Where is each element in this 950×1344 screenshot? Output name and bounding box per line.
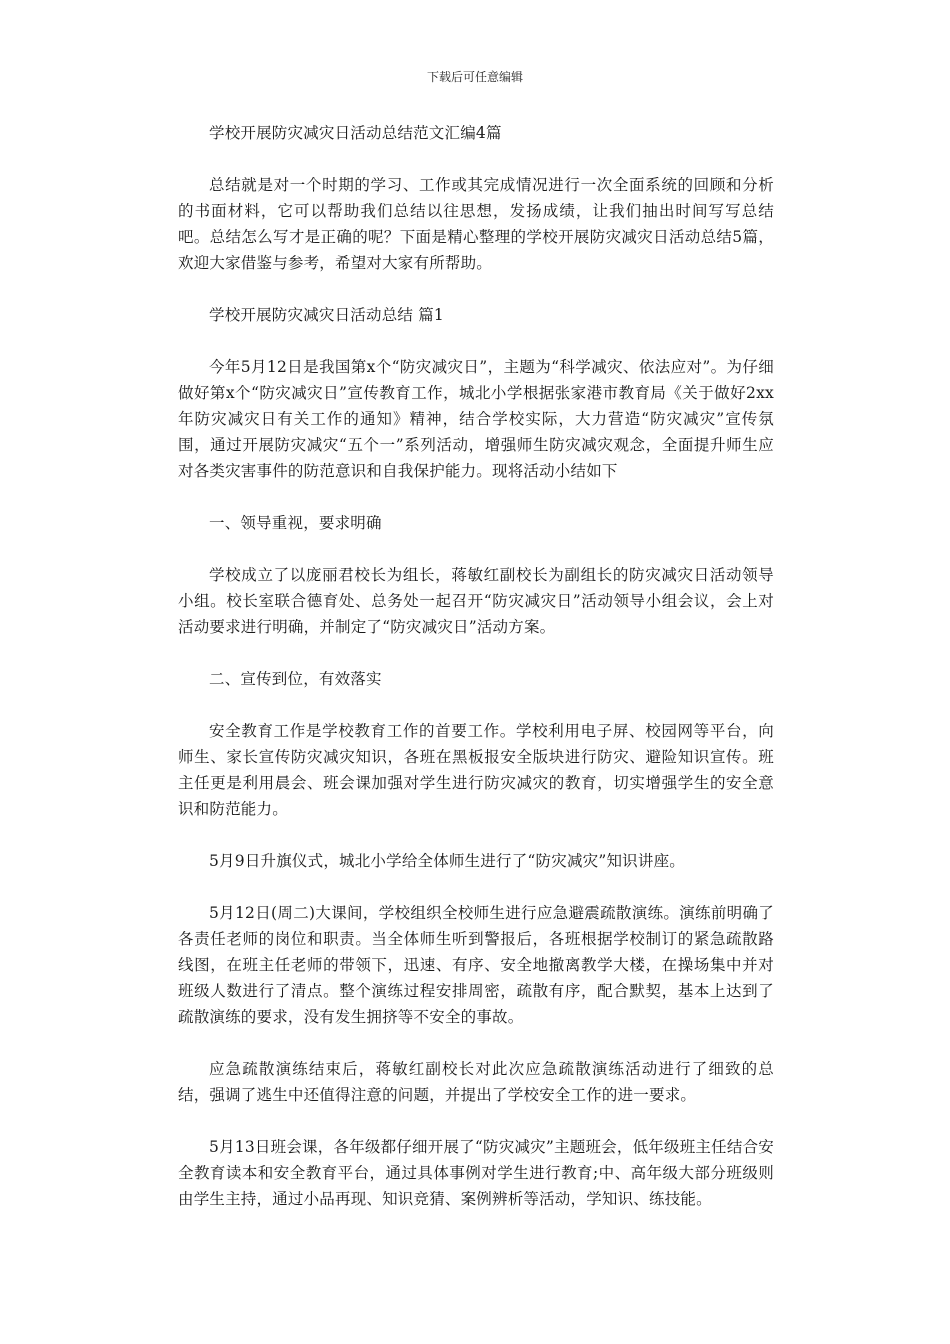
heading-2: 二、宣传到位，有效落实 — [209, 670, 382, 688]
header-note: 下载后可任意编辑 — [426, 70, 523, 84]
document-body — [178, 120, 774, 1212]
section-title: 学校开展防灾减灾日活动总结 篇1 — [209, 306, 444, 324]
intro-paragraph: 总结就是对一个时期的学习、工作或其完成情况进行一次全面系统的回顾和分析的书面材料，它可以帮助我们总结以往思想，发扬成绩，让我们抽出时间写写总结吧。总结怎么写才是正确的呢？下面是精心整理的学校开展防灾减灾日活动总结5篇，欢迎大家借鉴与参考，希望对大家有所帮助。 — [178, 176, 774, 272]
paragraph-7: 5月13日班会课，各年级都仔细开展了“防灾减灾”主题班会，低年级班主任结合安全教育读本和安全教育平台，通过具体事例对学生进行教育;中、高年级大部分班级则由学生主持，通过小品再现、知识竞猜、案例辨析等活动，学知识、练技能。 — [178, 1138, 774, 1208]
paragraph-1: 今年5月12日是我国第x个“防灾减灾日”，主题为“科学减灾、依法应对”。为仔细做好第x个“防灾减灾日”宣传教育工作，城北小学根据张家港市教育局《关于做好2xx年防灾减灾日有关工作的通知》精神，结合学校实际，大力营造“防灾减灾”宣传氛围，通过开展防灾减灾“五个一”系列活动，增强师生防灾减灾观念，全面提升师生应对各类灾害事件的防范意识和自我保护能力。现将活动小结如下 — [178, 358, 774, 480]
paragraph-2: 学校成立了以庞丽君校长为组长，蒋敏红副校长为副组长的防灾减灾日活动领导小组。校长室联合德育处、总务处一起召开“防灾减灾日”活动领导小组会议，会上对活动要求进行明确，并制定了“防灾减灾日”活动方案。 — [178, 566, 774, 636]
paragraph-6: 应急疏散演练结束后，蒋敏红副校长对此次应急疏散演练活动进行了细致的总结，强调了逃生中还值得注意的问题，并提出了学校安全工作的进一要求。 — [178, 1060, 774, 1104]
paragraph-4: 5月9日升旗仪式，城北小学给全体师生进行了“防灾减灾”知识讲座。 — [209, 852, 685, 870]
heading-1: 一、领导重视，要求明确 — [209, 514, 382, 532]
paragraph-3: 安全教育工作是学校教育工作的首要工作。学校利用电子屏、校园网等平台，向师生、家长宣传防灾减灾知识，各班在黑板报安全版块进行防灾、避险知识宣传。班主任更是利用晨会、班会课加强对学生进行防灾减灾的教育，切实增强学生的安全意识和防范能力。 — [178, 722, 774, 818]
paragraph-5: 5月12日(周二)大课间，学校组织全校师生进行应急避震疏散演练。演练前明确了各责任老师的岗位和职责。当全体师生听到警报后，各班根据学校制订的紧急疏散路线图，在班主任老师的带领下，迅速、有序、安全地撤离教学大楼，在操场集中并对班级人数进行了清点。整个演练过程安排周密，疏散有序，配合默契，基本上达到了疏散演练的要求，没有发生拥挤等不安全的事故。 — [178, 904, 774, 1026]
document-title: 学校开展防灾减灾日活动总结范文汇编4篇 — [209, 124, 502, 142]
